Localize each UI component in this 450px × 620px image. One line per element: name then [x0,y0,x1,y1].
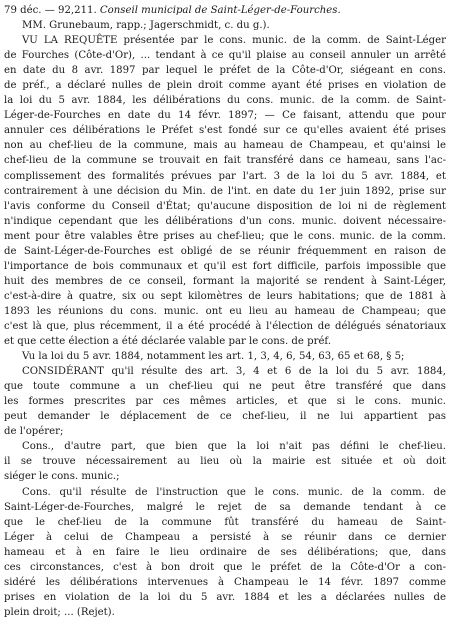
text-line: de préf., a déclaré nulles de plein droit comme ayant été prises en violation de [4,80,446,92]
text-line: complissement des formalités prévues par l'art. 3 de la loi du 5 avr. 1884, et [4,170,446,182]
text-line: CONSIDÉRANT qu'il résulte des art. 3, 4 et 6 de la loi du 5 avr. 1884, [22,366,446,378]
text-line: contrairement à une décision du Min. de l'int. en date du 1er juin 1892, prise sur [4,185,446,197]
text-line: n'indique cependant que les délibérations d'un cons. munic. doivent nécessaire- [4,215,446,227]
text-line: VU LA REQUÊTE présentée par le cons. munic. de la comm. de Saint-Léger [22,35,446,47]
text-line: de Saint-Léger-de-Fourches est obligé de se réunir fréquemment en raison de [4,245,446,257]
text-line: non au chef-lieu de la commune, mais au hameau de Champeau, et qu'ainsi le [4,140,446,152]
text-line: Cons., d'autre part, que bien que la loi n'ait pas défini le chef-lieu. [22,441,446,453]
text-line: que le chef-lieu de la commune fût transféré du hameau de Saint- [4,516,446,528]
header-date-number: 79 déc. — 92,211. [4,5,100,16]
paragraph-considerant-2 [4,439,446,484]
text-line: peut demander le déplacement de ce chef-lieu, il ne lui appartient pas [4,411,446,423]
text-line: Vu la loi du 5 avr. 1884, notamment les art. 1, 3, 4, 6, 54, 63, 65 et 68, § 5; [22,351,405,363]
text-line: chef-lieu de la commune se trouvait en fait transféré dans ce hameau, sans l'ac- [4,155,446,167]
decision-body [4,33,446,620]
text-line: de l'opérer; [4,426,64,438]
text-line: huit des membres de ce conseil, formant la majorité se rendent à Saint-Léger, [4,275,446,287]
text-line: annuler ces délibérations le Préfet s'est fondé sur ce qu'elles avaient été prises [4,125,446,137]
text-line: il se trouve nécessairement au lieu où la mairie est située et où doit [4,456,446,468]
text-line: de Fourches (Côte-d'Or), ... tendant à ce qu'il plaise au conseil annuler un arrêté [4,50,446,62]
text-line: Léger à celui de Champeau a persisté à se réunir dans ce dernier [4,531,446,543]
text-line: siéger le cons. munic.; [4,471,120,483]
text-line: Cons. qu'il résulte de l'instruction que le cons. munic. de la comm. de [22,486,446,498]
text-line: 1893 les réunions du cons. munic. ont eu lieu au hameau de Champeau; que [4,305,446,317]
header-line-1 [4,3,446,18]
text-line: les formes prescrites par ces mêmes articles, et que si le cons. munic. [4,396,446,408]
header-caption: Conseil municipal de Saint-Léger-de-Fourches. [99,5,341,16]
paragraph-considerant-3 [4,485,446,620]
text-line: et que cette élection a été déclarée valable par le cons. de préf. [4,336,332,348]
text-line: prises en violation de la loi du 5 avr. 1884 et les a déclarées nulles de [4,591,446,603]
text-line: c'est-à-dire à quatre, six ou sept kilomètres de leurs habitations; que de 1881 à [4,290,446,302]
text-line: Saint-Léger-de-Fourches, malgré le rejet de sa demande tendant à ce [4,501,446,513]
text-line: c'est là que, plus récemment, il a été procédé à l'élection de délégués sénatoriaux [4,320,446,332]
text-line: hameau et à en faire le lieu ordinaire de ses délibérations; que, dans [4,546,446,558]
text-line: que toute commune a un chef-lieu qui ne peut être transféré que dans [4,381,446,393]
text-line: ment pour être valables être prises au chef-lieu; que le cons. munic. de la comm. [4,230,446,242]
paragraph-considerant-1 [4,364,446,439]
text-line: Léger-de-Fourches en date du 14 févr. 1897; — Ce faisant, attendu que pour [4,110,446,122]
text-line: l'importance de bois communaux et qu'il est fort difficile, parfois impossible que [4,260,446,272]
header-line-2: MM. Grunebaum, rapp.; Jagerschmidt, c. du g.). [22,20,270,32]
paragraph-requete [4,33,446,349]
text-line: l'avis conforme du Conseil d'État; qu'aucune disposition de loi ni de règlement [4,200,446,212]
text-line: ces circonstances, c'est à bon droit que le préfet de la Côte-d'Or a con- [4,561,446,573]
text-line: la loi du 5 avr. 1884, les délibérations du cons. munic. de la comm. de Saint- [4,95,446,107]
text-line: plein droit; ... (Rejet). [4,606,115,618]
decision-header [4,3,446,33]
text-line: en date du 8 avr. 1897 par lequel le préfet de la Côte-d'Or, siégeant en cons. [4,65,446,77]
paragraph-vu-loi [4,349,446,364]
text-line: sidéré les délibérations intervenues à Champeau le 14 févr. 1897 comme [4,576,446,588]
